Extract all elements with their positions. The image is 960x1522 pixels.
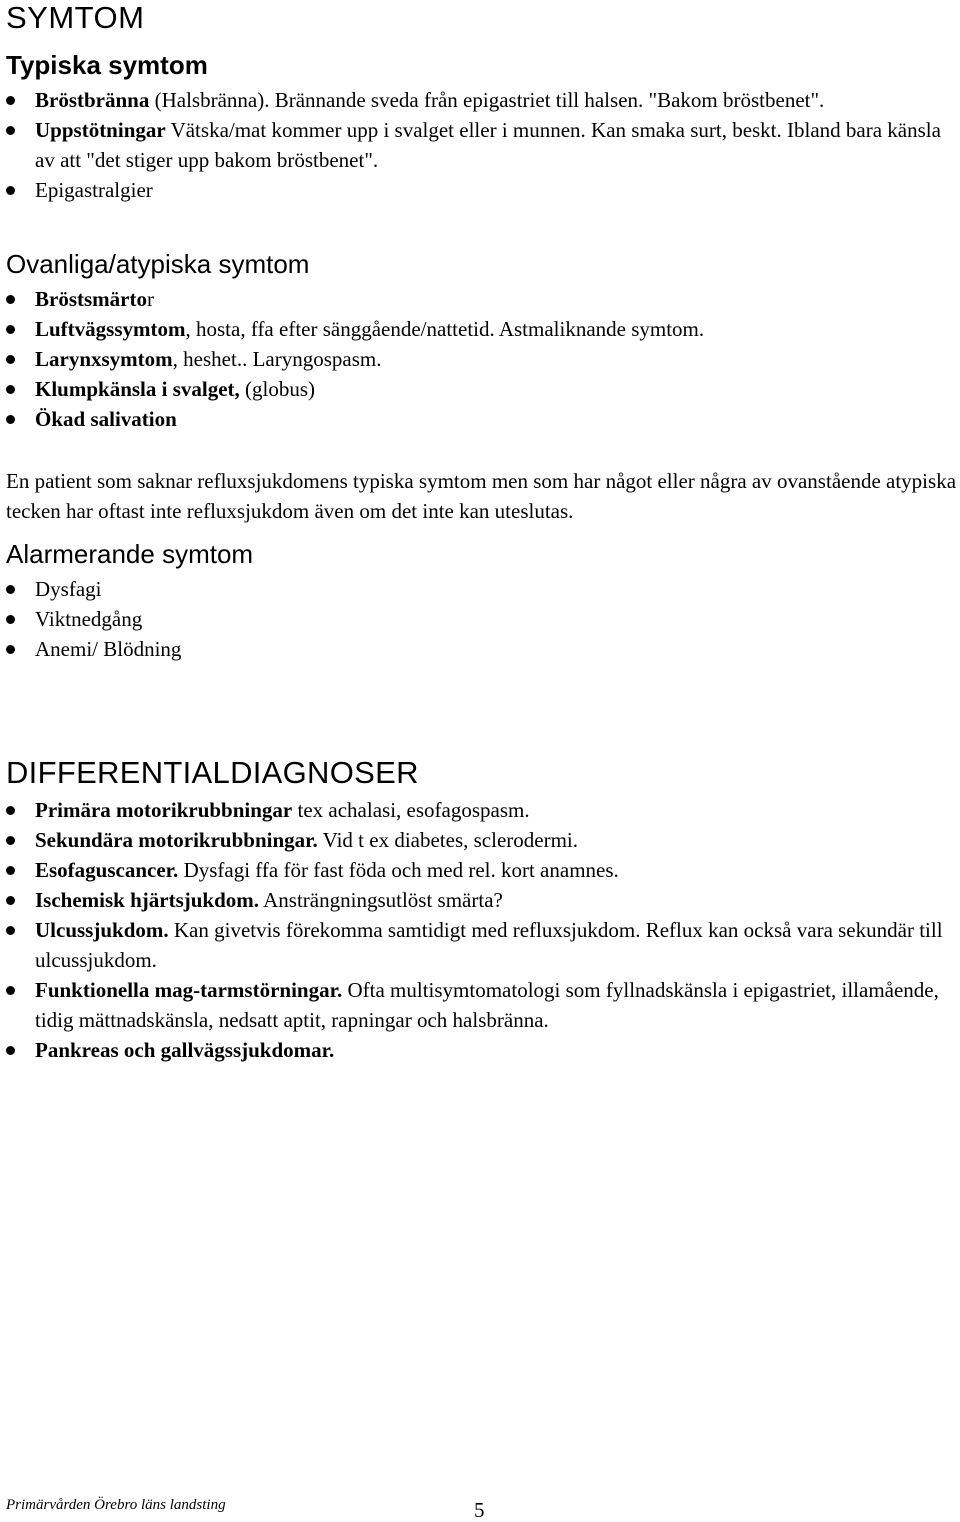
bullet-icon [6,615,15,624]
item-bold-term: Ischemisk hjärtsjukdom. [35,888,260,912]
bullet-icon [6,585,15,594]
list-item [0,85,947,115]
item-bold-term: Funktionella mag-tarmstörningar. [35,978,343,1002]
item-bold-term: Ökad salivation [35,407,177,431]
item-text: Dysfagi ffa för fast föda och med rel. kort anamnes. [178,858,619,882]
item-bold-term: Sekundära motorikrubbningar. [35,828,318,852]
list-item [0,374,947,404]
list-item [0,574,947,604]
item-text: (Halsbränna). Brännande sveda från epigastriet till halsen. "Bakom bröstbenet". [149,88,825,112]
list-item [0,885,947,915]
list-item [0,344,947,374]
bullet-icon [6,645,15,654]
bullet-icon [6,385,15,394]
list-item [0,634,947,664]
bullet-icon [6,836,15,845]
list-item [0,284,947,314]
alarming-symptoms-heading: Alarmerande symtom [6,539,254,569]
item-text: Anemi/ Blödning [35,637,182,661]
differential-diagnoses-list [0,795,960,1065]
item-text: Ansträngningsutlöst smärta? [259,888,503,912]
bullet-icon [6,126,15,135]
bullet-icon [6,415,15,424]
typical-symptoms-list [0,85,960,205]
typical-symptoms-heading: Typiska symtom [6,50,208,80]
item-bold-term: Bröstbränna [35,88,150,112]
bullet-icon [6,926,15,935]
item-text: , hosta, ffa efter sänggående/nattetid. Astmaliknande symtom. [185,317,705,341]
bullet-icon [6,186,15,195]
item-text: Vid t ex diabetes, sclerodermi. [317,828,579,852]
item-text: Epigastralgier [35,178,153,202]
list-item [0,825,947,855]
bullet-icon [6,325,15,334]
body-paragraph: En patient som saknar refluxsjukdomens typiska symtom men som har något eller några av ovanstående atypiska tecken har oftast inte refluxsjukdom även om det inte kan uteslutas. [6,469,957,523]
list-item [0,975,947,1035]
item-text: Vätska/mat kommer upp i svalget eller i munnen. Kan smaka surt, beskt. Ibland bara känsla av att "det stiger upp bakom bröstbenet". [35,118,941,172]
item-text: r [146,287,154,311]
list-item [0,404,947,434]
item-text: (globus) [239,377,316,401]
item-bold-term: Luftvägssymtom [35,317,186,341]
item-text: Kan givetvis förekomma samtidigt med refluxsjukdom. Reflux kan också vara sekundär till ulcussjukdom. [35,918,943,972]
alarming-symptoms-list [0,574,960,664]
list-item [0,1035,947,1065]
item-bold-term: Larynxsymtom [35,347,173,371]
item-text: , heshet.. Laryngospasm. [172,347,382,371]
bullet-icon [6,96,15,105]
item-bold-term: Pankreas och gallvägssjukdomar. [35,1038,335,1062]
bullet-icon [6,896,15,905]
differential-diagnoses-heading: DIFFERENTIALDIAGNOSER [6,755,419,790]
footer-organization: Primärvården Örebro läns landsting [6,1497,226,1513]
item-bold-term: Uppstötningar [35,118,166,142]
item-bold-term: Klumpkänsla i svalget, [35,377,240,401]
bullet-icon [6,866,15,875]
item-bold-term: Esofaguscancer. [35,858,179,882]
bullet-icon [6,806,15,815]
bullet-icon [6,1046,15,1055]
list-item [0,915,947,975]
list-item [0,855,947,885]
item-text: tex achalasi, esofagospasm. [292,798,530,822]
item-text: Viktnedgång [35,607,143,631]
item-bold-term: Ulcussjukdom. [35,918,169,942]
list-item [0,795,947,825]
item-bold-term: Primära motorikrubbningar [35,798,293,822]
item-text: Ofta multisymtomatologi som fyllnadskänsla i epigastriet, illamående, tidig mättnadskänsla, nedsatt aptit, rapningar och halsbränna. [35,978,939,1032]
bullet-icon [6,355,15,364]
list-item [0,314,947,344]
atypical-symptoms-heading: Ovanliga/atypiska symtom [6,249,310,279]
bullet-icon [6,295,15,304]
page-number: 5 [474,1498,485,1522]
list-item [0,604,947,634]
item-text: Dysfagi [35,577,102,601]
page-title: SYMTOM [6,0,145,35]
bullet-icon [6,986,15,995]
atypical-symptoms-list [0,284,960,434]
list-item [0,175,947,205]
item-bold-term: Bröstsmärto [35,287,147,311]
list-item [0,115,947,175]
